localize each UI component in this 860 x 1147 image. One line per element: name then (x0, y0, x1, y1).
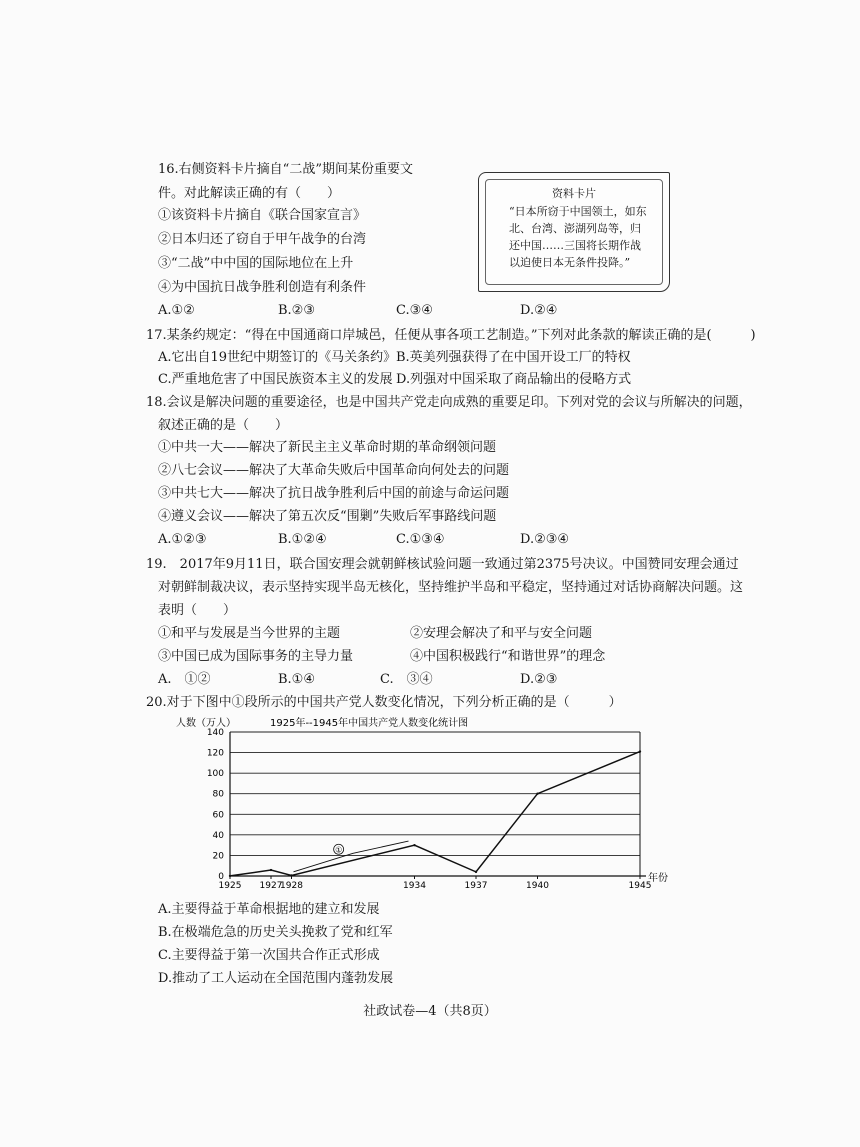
annotation-label: ① (335, 845, 343, 855)
chart-xlabel: 年份 (648, 873, 668, 884)
x-tick-label: 1928 (280, 881, 303, 891)
q17-option-c: C.严重地危害了中国民族资本主义的发展 (158, 372, 393, 387)
q17-option-d: D.列强对中国采取了商品输出的侵略方式 (396, 372, 632, 387)
q16-option-a: A.①② (158, 303, 195, 318)
q19-item-1: ①和平与发展是当今世界的主题 (158, 626, 341, 641)
data-point (270, 869, 272, 871)
y-tick-label: 100 (206, 769, 224, 780)
x-tick-label: 1945 (628, 881, 652, 891)
x-tick-label: 1925 (218, 881, 242, 891)
q16-item-4: ④为中国抗日战争胜利创造有利条件 (158, 280, 367, 295)
q20-option-c: C.主要得益于第一次国共合作正式形成 (158, 948, 380, 963)
q18-stem-line2: 叙述正确的是（ ） (158, 418, 289, 433)
data-point (475, 871, 477, 873)
q18-stem-line1: 18.会议是解决问题的重要途径，也是中国共产党走向成熟的重要足印。下列对党的会议与所解决的问题， (146, 395, 752, 410)
y-tick-label: 0 (218, 872, 224, 882)
chart-title: 1925年--1945年中国共产党人数变化统计图 (270, 718, 469, 729)
x-tick-label: 1937 (464, 881, 488, 891)
material-card-title: 资料卡片 (552, 187, 596, 200)
q20-option-a: A.主要得益于革命根据地的建立和发展 (158, 902, 380, 917)
q19-option-d: D.②③ (520, 672, 558, 687)
y-tick-label: 40 (212, 830, 224, 841)
q19-stem-line3: 表明（ ） (158, 603, 237, 618)
q16-option-c: C.③④ (396, 303, 433, 318)
q16-stem-line1: 16.右侧资料卡片摘自“二战”期间某份重要文 (158, 162, 413, 177)
x-tick-label: 1940 (526, 881, 549, 891)
data-point (413, 844, 415, 846)
page-footer: 社政试卷—4（共8页） (363, 1004, 497, 1019)
material-card-text: “日本所窃于中国领土，如东北、台湾、澎湖列岛等，归还中国……三国将长期作战以迫使日本无条件投降。” (509, 205, 647, 269)
q18-option-c: C.①③④ (396, 532, 445, 547)
y-tick-label: 80 (212, 789, 224, 800)
material-card (478, 172, 670, 292)
q18-item-1: ①中共一大——解决了新民主主义革命时期的革命纲领问题 (158, 440, 497, 455)
q19-stem-line2: 对朝鲜制裁决议，表示坚持实现半岛无核化，坚持维护半岛和平稳定，坚持通过对话协商解决问题。这 (158, 580, 744, 595)
y-tick-label: 60 (212, 810, 224, 821)
q20-option-b: B.在极端危急的历史关头挽救了党和红军 (158, 925, 393, 940)
q16-item-2: ②日本归还了窃自于甲午战争的台湾 (158, 232, 367, 247)
y-tick-label: 120 (206, 748, 224, 759)
q20-stem: 20.对于下图中①段所示的中国共产党人数变化情况，下列分析正确的是（ ） (146, 695, 622, 710)
q19-option-b: B.①④ (278, 672, 315, 687)
data-point (536, 793, 538, 795)
q16-option-b: B.②③ (278, 303, 315, 318)
q18-option-b: B.①②④ (278, 532, 327, 547)
q18-option-a: A.①②③ (158, 532, 207, 547)
q16-stem-line2: 件。对此解读正确的有（ ） (158, 186, 341, 201)
q19-item-3: ③中国已成为国际事务的主导力量 (158, 649, 354, 664)
q16-option-d: D.②④ (520, 303, 558, 318)
party-membership-chart (160, 712, 680, 897)
annotation-arrow (294, 841, 409, 872)
q19-stem-line1: 19. 2017年9月11日，联合国安理会就朝鲜核试验问题一致通过第2375号决议。中国赞同安理会通过 (146, 557, 739, 572)
q17-option-a: A.它出自19世纪中期签订的《马关条约》 (158, 350, 397, 365)
q20-option-d: D.推动了工人运动在全国范围内蓬勃发展 (158, 971, 394, 986)
q18-item-2: ②八七会议——解决了大革命失败后中国革命向何处去的问题 (158, 463, 510, 478)
q17-option-b: B.英美列强获得了在中国开设工厂的特权 (396, 350, 631, 365)
membership-series-line (230, 752, 640, 876)
x-tick-label: 1934 (403, 881, 426, 891)
chart-ylabel: 人数（万人） (176, 718, 236, 729)
q18-item-3: ③中共七大——解决了抗日战争胜利后中国的前途与命运问题 (158, 486, 510, 501)
q16-item-3: ③“二战”中中国的国际地位在上升 (158, 256, 354, 271)
q17-stem: 17.某条约规定：“得在中国通商口岸城邑，任便从事各项工艺制造。”下列对此条款的解读正确的是( ) (146, 328, 756, 343)
q19-option-c: C. ③④ (380, 672, 433, 687)
q19-option-a: A. ①② (158, 672, 211, 687)
q19-item-4: ④中国积极践行“和谐世界”的理念 (410, 649, 606, 664)
q16-item-1: ①该资料卡片摘自《联合国家宣言》 (158, 208, 367, 223)
y-tick-label: 20 (212, 851, 224, 862)
q19-item-2: ②安理会解决了和平与安全问题 (410, 626, 593, 641)
q18-option-d: D.②③④ (520, 532, 570, 547)
q18-item-4: ④遵义会议——解决了第五次反“围剿”失败后军事路线问题 (158, 509, 497, 524)
x-tick-label: 1927 (259, 881, 283, 891)
y-tick-label: 140 (206, 728, 224, 738)
data-point (639, 750, 641, 752)
